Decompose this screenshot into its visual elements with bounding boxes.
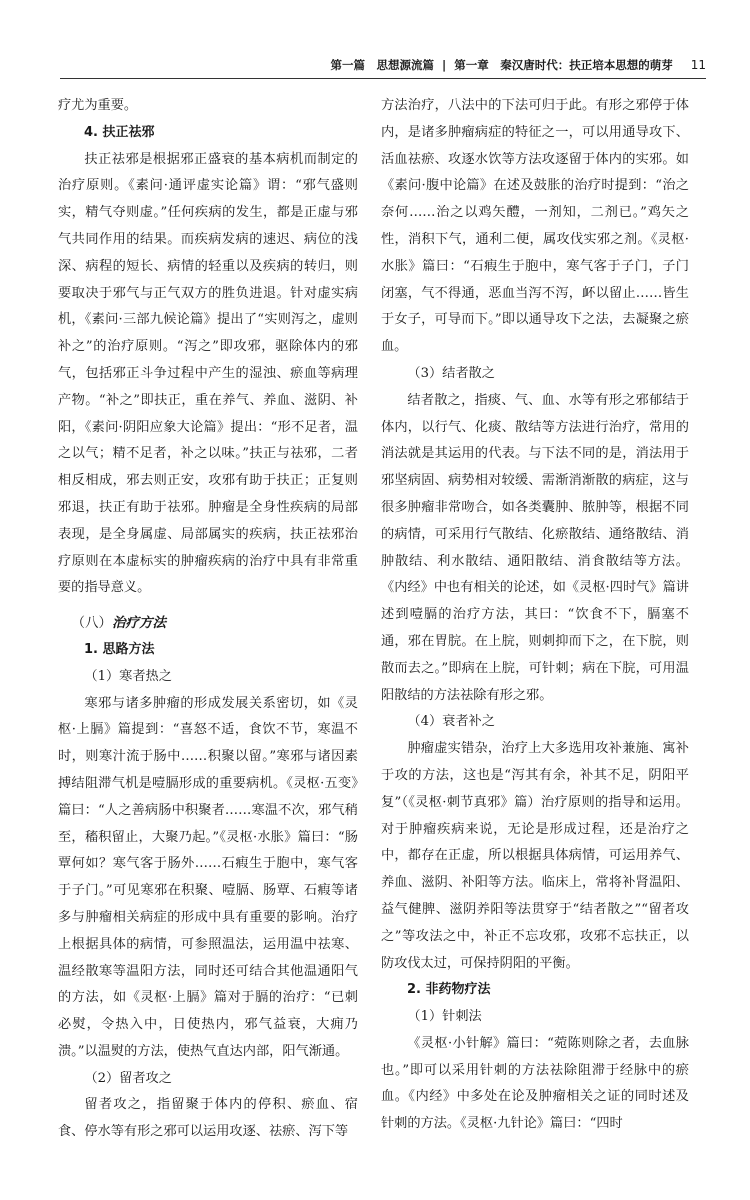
paragraph: 留者攻之，指留聚于体内的停积、瘀血、宿食、停水等有形之邪可以运用攻逐、祛瘀、泻下等 bbox=[58, 1097, 358, 1140]
section-heading: 1. 思路方法 bbox=[84, 641, 155, 657]
right-column bbox=[381, 93, 689, 1138]
subsection-heading: （1）寒者热之 bbox=[84, 668, 172, 684]
running-header bbox=[60, 52, 706, 79]
left-column bbox=[58, 93, 358, 1146]
subsection-heading: （4）衰者补之 bbox=[407, 714, 495, 730]
section-heading: 2. 非药物疗法 bbox=[407, 982, 491, 998]
section-title: 治疗方法 bbox=[112, 615, 166, 632]
paragraph: 肿瘤虚实错杂，治疗上大多选用攻补兼施、寓补于攻的方法，这也是“泻其有余，补其不足，阴阳平复”（《灵枢·刺节真邪》篇）治疗原则的指导和运用。对于肿瘤疾病来说，无论是形成过程，还是治疗之中，都存在正虚，所以根据具体病情，可运用养气、养血、滋阴、补阳等方法。临床上，常将补肾温阳、益气健脾、滋阴养阳等法贯穿于“结者散之”“留者攻之”等攻法之中，补正不忘攻邪，攻邪不忘扶正，以防攻伐太过，可保持阴阳的平衡。 bbox=[381, 741, 689, 971]
header-part: 第一篇 思想源流篇 bbox=[330, 58, 435, 72]
paragraph: 方法治疗，八法中的下法可归于此。有形之邪停于体内，是诸多肿瘤病症的特征之一，可以用通导攻下、活血祛瘀、攻逐水饮等方法攻逐留于体内的实邪。如《素问·腹中论篇》在述及鼓胀的治疗时提到：“治之奈何……治之以鸡矢醴，一剂知，二剂已。”鸡矢之性，消积下气，通利二便，属攻伐实邪之剂。《灵枢·水胀》篇曰：“石瘕生于胞中，寒气客于子门，子门闭塞，气不得通，恶血当泻不泻，衃以留止……皆生于女子，可导而下。”即以通导攻下之法，去凝聚之瘀血。 bbox=[381, 98, 689, 355]
subsection-heading: （1）针刺法 bbox=[407, 1009, 482, 1025]
section-heading: 4. 扶正祛邪 bbox=[84, 124, 155, 140]
paragraph: 结者散之，指痰、气、血、水等有形之邪郁结于体内，以行气、化痰、散结等方法进行治疗，常用的消法就是其运用的代表。与下法不同的是，消法用于邪坚病固、病势相对较缓、需渐消渐散的病症，这与很多肿瘤非常吻合，如各类囊肿、脓肿等，根据不同的病情，可采用行气散结、化瘀散结、通络散结、消肿散结、利水散结、通阳散结、消食散结等方法。《内经》中也有相关的论述，如《灵枢·四时气》篇讲述到噎膈的治疗方法，其曰：“饮食不下，膈塞不通，邪在胃脘。在上脘，则刺抑而下之，在下脘，则散而去之。”即病在上脘，可针刺；病在下脘，可用温阳散结的方法祛除有形之邪。 bbox=[381, 392, 689, 703]
paragraph: 疗尤为重要。 bbox=[58, 98, 138, 113]
subsection-heading: （3）结者散之 bbox=[407, 365, 495, 381]
paragraph: 寒邪与诸多肿瘤的形成发展关系密切，如《灵枢·上膈》篇提到：“喜怒不适，食饮不节，寒温不时，则寒汁流于肠中……积聚以留。”寒邪与诸因素搏结阻滞气机是噎膈形成的重要病机。《灵枢·五变》篇曰：“人之善病肠中积聚者……寒温不次，邪气稍至，稸积留止，大聚乃起。”《灵枢·水胀》篇曰：“肠覃何如？寒气客于肠外……石瘕生于胞中，寒气客于子门。”可见寒邪在积聚、噎膈、肠覃、石瘕等诸多与肿瘤相关病症的形成中具有重要的影响。治疗上根据具体的病情，可参照温法，运用温中祛寒、温经散寒等温阳方法，同时还可结合其他温通阳气的方法，如《灵枢·上膈》篇对于膈的治疗：“已刺必熨，令热入中，日使热内，邪气益衰，大痈乃溃。”以温熨的方法，使热气直达内部，阳气渐通。 bbox=[58, 695, 358, 1059]
paragraph: 《灵枢·小针解》篇曰：“菀陈则除之者，去血脉也。”即可以采用针刺的方法祛除阻滞于经脉中的瘀血。《内经》中多处在论及肿瘤相关之证的同时述及针刺的方法。《灵枢·九针论》篇曰：“四时 bbox=[381, 1035, 689, 1132]
page-number: 11 bbox=[690, 58, 706, 72]
section-number: （八） bbox=[71, 615, 112, 632]
header-separator: | bbox=[442, 58, 447, 72]
chapter-section-heading bbox=[58, 610, 358, 637]
paragraph: 扶正祛邪是根据邪正盛衰的基本病机而制定的治疗原则。《素问·通评虚实论篇》谓：“邪气盛则实，精气夺则虚。”任何疾病的发生，都是正虚与邪气共同作用的结果。而疾病发病的速迟、病位的浅深、病程的短长、病情的轻重以及疾病的转归，则要取决于邪气与正气双方的胜负进退。针对虚实病机，《素问·三部九候论篇》提出了“实则泻之，虚则补之”的治疗原则。“泻之”即攻邪，驱除体内的邪气，包括邪正斗争过程中产生的湿浊、瘀血等病理产物。“补之”即扶正，重在养气、养血、滋阴、补阳，《素问·阴阳应象大论篇》提出：“形不足者，温之以气；精不足者，补之以味。”扶正与祛邪，二者相反相成，邪去则正安，攻邪有助于扶正；正复则邪退，扶正有助于祛邪。肿瘤是全身性疾病的局部表现，是全身属虚、局部属实的疾病，扶正祛邪治疗原则在本虚标实的肿瘤疾病的治疗中具有非常重要的指导意义。 bbox=[58, 151, 358, 596]
subsection-heading: （2）留者攻之 bbox=[84, 1070, 172, 1086]
header-chapter: 第一章 秦汉唐时代：扶正培本思想的萌芽 bbox=[454, 58, 673, 72]
